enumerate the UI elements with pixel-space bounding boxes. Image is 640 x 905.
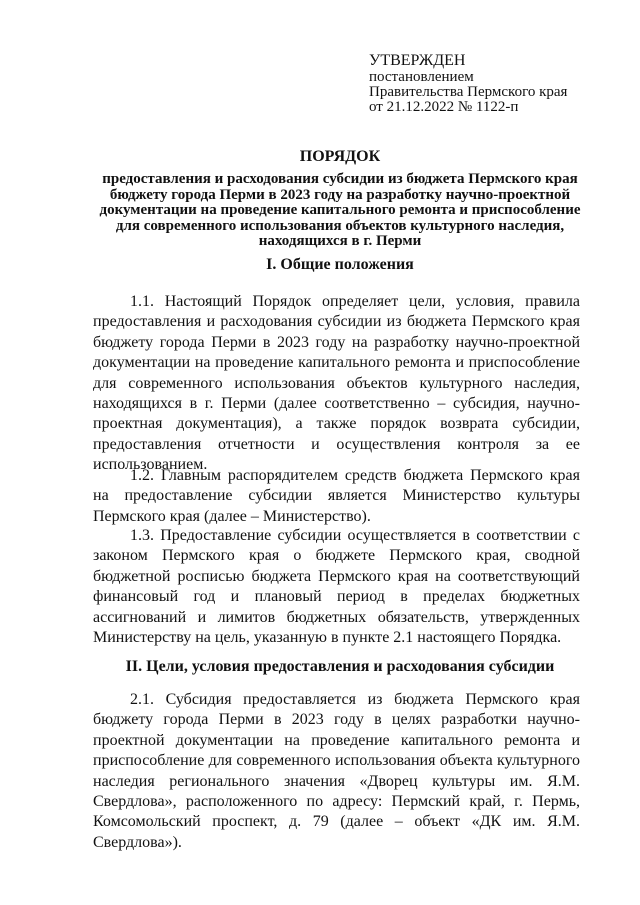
approval-line-2: Правительства Пермского края [369,84,568,100]
approval-line-1: постановлением [369,69,474,85]
paragraph-1-2: 1.2. Главным распорядителем средств бюджета Пермского края на предоставление субсидии является Министерство культуры Пермского края (далее – Министерство). [93,467,580,525]
document-subtitle: предоставления и расходования субсидии из бюджета Пермского края бюджету города Перми в 2023 году на разработку научно-проектной документации на проведение капитального ремонта и приспособление для современного использования объектов культурного наследия, находящихся в г. Перми [99,171,581,249]
approval-stamp [369,52,619,115]
section-2-heading: II. Цели, условия предоставления и расходования субсидии [125,658,555,675]
section-1-heading: I. Общие положения [266,256,414,273]
document-title: ПОРЯДОК [299,148,381,165]
paragraph-1-3: 1.3. Предоставление субсидии осуществляется в соответствии с законом Пермского края о бюджете Пермского края, сводной бюджетной росписью бюджета Пермского края на соответствующий финансовый год и плановый период в пределах бюджетных ассигнований и лимитов бюджетных обязательств, утвержденных Министерству на цель, указанную в пункте 2.1 настоящего Порядка. [93,527,580,647]
paragraph-1-1: 1.1. Настоящий Порядок определяет цели, условия, правила предоставления и расходования субсидии из бюджета Пермского края бюджету города Перми в 2023 году на разработку научно-проектной документации на проведение капитального ремонта и приспособление для современного использования объектов культурного наследия, находящихся в г. Перми (далее соответственно – субсидия, научно-проектная документация), а также порядок возврата субсидии, предоставления отчетности и осуществления контроля за ее использованием. [93,293,580,474]
approval-line-3: от 21.12.2022 № 1122-п [369,99,519,115]
approval-heading: УТВЕРЖДЕН [369,52,466,69]
paragraph-2-1: 2.1. Субсидия предоставляется из бюджета Пермского края бюджету города Перми в 2023 году в целях разработки научно-проектной документации на проведение капитального ремонта и приспособление для современного использования объекта культурного наследия регионального значения «Дворец культуры им. Я.М. Свердлова», расположенного по адресу: Пермский край, г. Пермь, Комсомольский проспект, д. 79 (далее – объект «ДК им. Я.М. Свердлова»). [93,691,580,851]
